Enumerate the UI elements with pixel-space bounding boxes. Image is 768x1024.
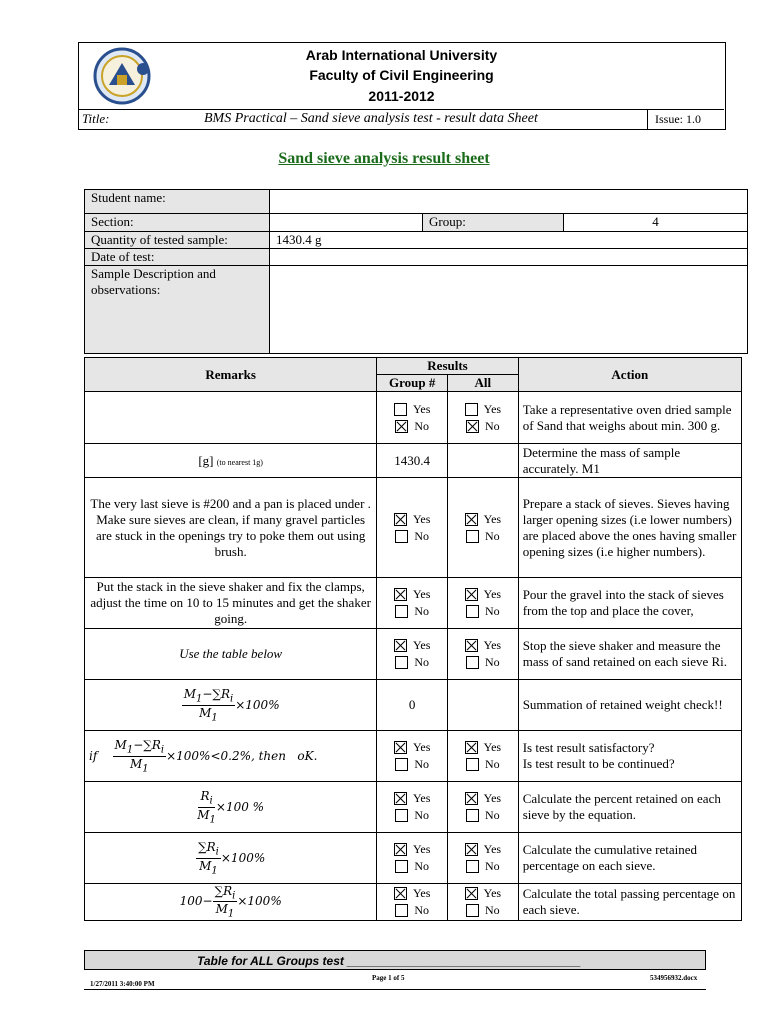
yes-label: Yes <box>412 638 431 652</box>
issue-number: Issue: 1.0 <box>655 112 701 126</box>
remarks-header: Remarks <box>85 358 377 392</box>
no-checkbox[interactable] <box>395 758 408 771</box>
no-checkbox[interactable] <box>395 656 408 669</box>
group-result-cell <box>377 392 448 444</box>
group-result-cell[interactable]: 1430.4 <box>377 444 448 478</box>
section-field[interactable] <box>270 214 423 232</box>
remark-cell <box>85 392 377 444</box>
no-checkbox[interactable] <box>466 530 479 543</box>
formula: $\frac{M_1-\sum R_i}{M_1}$ ×100% <box>183 687 280 723</box>
results-header: Results <box>377 358 518 375</box>
no-checkbox[interactable] <box>395 605 408 618</box>
yes-checkbox[interactable] <box>394 843 407 856</box>
no-label: No <box>414 859 429 873</box>
sheet-title: Sand sieve analysis result sheet <box>278 150 490 167</box>
no-label: No <box>485 902 500 917</box>
title-row <box>79 109 724 129</box>
no-label: No <box>414 902 429 917</box>
no-checkbox[interactable] <box>466 656 479 669</box>
all-result-cell <box>448 478 519 578</box>
table-row <box>85 731 742 782</box>
no-checkbox[interactable] <box>466 904 479 917</box>
all-result-cell <box>448 578 519 629</box>
yes-label: Yes <box>412 401 431 416</box>
yes-checkbox[interactable] <box>465 403 478 416</box>
page-number: Page 1 of 5 <box>372 974 405 982</box>
action-cell: Calculate the percent retained on each sieve by the equation. <box>518 782 741 833</box>
academic-year: 2011-2012 <box>368 88 435 104</box>
formula: if $\frac{M_1-\sum R_i}{M_1}$ ×100%<0.2%, then oK. <box>89 738 318 774</box>
yes-checkbox[interactable] <box>465 588 478 601</box>
action-header: Action <box>518 358 741 392</box>
group-header: Group # <box>377 375 448 392</box>
no-checkbox[interactable] <box>466 605 479 618</box>
group-label: Group: <box>423 214 564 232</box>
all-result-cell <box>448 444 519 478</box>
yes-checkbox[interactable] <box>465 887 478 900</box>
yes-label: Yes <box>483 740 502 754</box>
all-groups-table-bar <box>84 950 706 970</box>
yes-label: Yes <box>483 587 502 601</box>
table-row <box>85 884 742 921</box>
yes-label: Yes <box>483 511 502 526</box>
student-name-field[interactable] <box>270 190 748 214</box>
action-cell: Stop the sieve shaker and measure the mass of sand retained on each sieve Ri. <box>518 629 741 680</box>
group-result-cell <box>377 629 448 680</box>
table-row <box>85 680 742 731</box>
no-label: No <box>414 757 429 771</box>
no-label: No <box>414 655 429 669</box>
doc-filename: 534956932.docx <box>650 974 698 982</box>
yes-checkbox[interactable] <box>394 403 407 416</box>
no-checkbox[interactable] <box>395 420 408 433</box>
group-result-cell[interactable]: 0 <box>377 680 448 731</box>
no-label: No <box>485 604 500 618</box>
yes-checkbox[interactable] <box>394 513 407 526</box>
group-result-cell <box>377 782 448 833</box>
yes-label: Yes <box>483 885 502 900</box>
group-result-cell <box>377 884 448 921</box>
group-field[interactable]: 4 <box>564 214 748 232</box>
all-result-cell <box>448 392 519 444</box>
yes-checkbox[interactable] <box>394 639 407 652</box>
yes-label: Yes <box>412 587 431 601</box>
yes-checkbox[interactable] <box>465 741 478 754</box>
remark-cell <box>85 680 377 731</box>
no-checkbox[interactable] <box>395 860 408 873</box>
document-header <box>78 42 726 130</box>
no-label: No <box>485 859 500 873</box>
no-label: No <box>485 808 500 822</box>
student-name-label: Student name: <box>85 190 270 214</box>
action-cell: Calculate the total passing percentage on each sieve. <box>518 884 741 921</box>
table-row <box>85 629 742 680</box>
procedure-table <box>84 357 742 921</box>
formula: $\frac{\sum R_i}{M_1}$ ×100% <box>198 840 266 876</box>
yes-checkbox[interactable] <box>465 792 478 805</box>
all-result-cell <box>448 629 519 680</box>
group-result-cell <box>377 478 448 578</box>
remark-cell <box>85 884 377 921</box>
title-text: BMS Practical – Sand sieve analysis test - result data Sheet <box>204 111 538 126</box>
no-checkbox[interactable] <box>395 530 408 543</box>
date-field[interactable] <box>270 249 748 266</box>
no-checkbox[interactable] <box>395 809 408 822</box>
yes-checkbox[interactable] <box>394 588 407 601</box>
formula: 100− $\frac{\sum R_i}{M_1}$ ×100% <box>179 884 282 920</box>
yes-checkbox[interactable] <box>465 639 478 652</box>
no-checkbox[interactable] <box>395 904 408 917</box>
group-result-cell <box>377 578 448 629</box>
no-checkbox[interactable] <box>466 758 479 771</box>
group-result-cell <box>377 833 448 884</box>
no-checkbox[interactable] <box>466 809 479 822</box>
all-result-cell <box>448 680 519 731</box>
remark-cell <box>85 782 377 833</box>
description-field[interactable] <box>270 266 748 354</box>
footer-divider <box>84 989 706 990</box>
table-row <box>85 782 742 833</box>
unit-text: [g] <box>198 452 214 468</box>
no-checkbox[interactable] <box>466 860 479 873</box>
description-label: Sample Description and observations: <box>85 266 270 354</box>
yes-label: Yes <box>412 740 431 754</box>
action-cell: Take a representative oven dried sample of Sand that weighs about min. 300 g. <box>518 392 741 444</box>
all-groups-table-label: Table for ALL Groups test ___________________________________ <box>197 954 581 968</box>
all-result-cell <box>448 833 519 884</box>
quantity-label: Quantity of tested sample: <box>85 232 270 249</box>
yes-checkbox[interactable] <box>465 843 478 856</box>
title-label: Title: <box>82 111 110 126</box>
yes-label: Yes <box>483 842 502 856</box>
yes-label: Yes <box>412 842 431 856</box>
action-cell: Determine the mass of sample accurately. M1 <box>518 444 741 478</box>
table-row <box>85 444 742 478</box>
table-row <box>85 578 742 629</box>
yes-checkbox[interactable] <box>394 887 407 900</box>
no-label: No <box>485 418 500 433</box>
yes-label: Yes <box>412 511 431 526</box>
action-cell: Summation of retained weight check!! <box>518 680 741 731</box>
print-date: 1/27/2011 3:40:00 PM <box>90 980 155 988</box>
remark-cell <box>85 833 377 884</box>
yes-label: Yes <box>412 791 431 805</box>
remark-cell <box>85 444 377 478</box>
group-result-cell <box>377 731 448 782</box>
unit-note: (to nearest 1g) <box>216 457 263 467</box>
yes-label: Yes <box>412 885 431 900</box>
table-row <box>85 478 742 578</box>
remark-cell: Put the stack in the sieve shaker and fix the clamps, adjust the time on 10 to 15 minutes and get the shaker going. <box>85 578 377 629</box>
no-label: No <box>414 418 429 433</box>
yes-checkbox[interactable] <box>394 741 407 754</box>
action-cell: Prepare a stack of sieves. Sieves having larger opening sizes (i.e lower numbers) are placed above the ones having smaller opening sizes (i.e higher numbers). <box>518 478 741 578</box>
no-label: No <box>414 604 429 618</box>
formula: $\frac{R_i}{M_1}$ ×100 % <box>197 789 265 825</box>
no-label: No <box>485 655 500 669</box>
no-label: No <box>414 528 429 543</box>
all-header: All <box>448 375 519 392</box>
yes-label: Yes <box>483 401 502 416</box>
remark-cell <box>85 731 377 782</box>
table-row <box>85 392 742 444</box>
action-cell: Is test result satisfactory? Is test result to be continued? <box>518 731 741 782</box>
no-label: No <box>414 808 429 822</box>
action-cell: Calculate the cumulative retained percentage on each sieve. <box>518 833 741 884</box>
yes-checkbox[interactable] <box>394 792 407 805</box>
all-result-cell <box>448 731 519 782</box>
yes-label: Yes <box>483 638 502 652</box>
all-result-cell <box>448 782 519 833</box>
no-checkbox[interactable] <box>466 420 479 433</box>
action-cell: Pour the gravel into the stack of sieves from the top and place the cover, <box>518 578 741 629</box>
quantity-field[interactable]: 1430.4 g <box>270 232 748 249</box>
yes-checkbox[interactable] <box>465 513 478 526</box>
table-row <box>85 833 742 884</box>
faculty-name: Faculty of Civil Engineering <box>309 67 494 83</box>
student-info-table <box>84 189 748 354</box>
section-label: Section: <box>85 214 270 232</box>
university-name: Arab International University <box>305 47 498 63</box>
yes-label: Yes <box>483 791 502 805</box>
remark-cell: The very last sieve is #200 and a pan is placed under . Make sure sieves are clean, if many gravel particles are stuck in the openings try to poke them out using brush. <box>85 478 377 578</box>
no-label: No <box>485 757 500 771</box>
remark-cell: Use the table below <box>85 629 377 680</box>
all-result-cell <box>448 884 519 921</box>
no-label: No <box>485 528 500 543</box>
date-label: Date of test: <box>85 249 270 266</box>
